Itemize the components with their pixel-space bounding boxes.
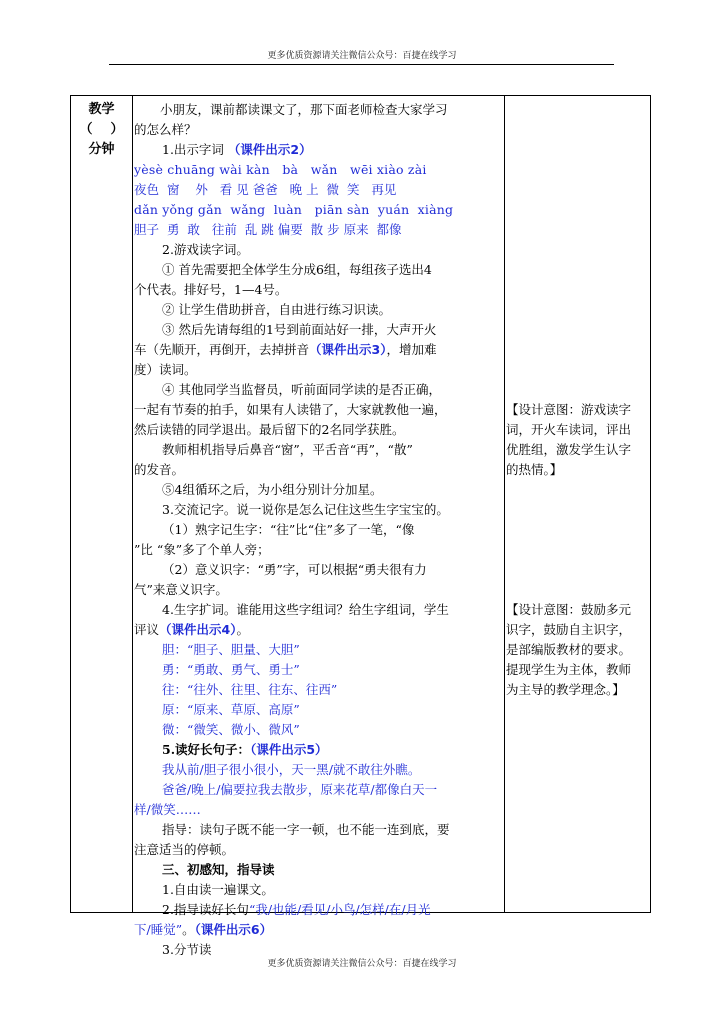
- content-line: [134, 620, 504, 640]
- header-divider: [109, 64, 614, 65]
- intent-line: 提现学生为主体，教师: [506, 662, 632, 677]
- content-line: ”比 “象”多了个单人旁；: [134, 542, 270, 557]
- pinyin-row: yèsè chuāng wài kàn bà wǎn wēi xiào zài: [134, 162, 427, 177]
- intent-line: 的热情。】: [506, 462, 563, 477]
- sentence-text: “我/也能/看见/小鸟/怎样/在/月光: [248, 902, 431, 917]
- content-line: [134, 920, 504, 940]
- content-line: 个代表。排好号，1—4号。: [134, 282, 288, 297]
- time-label-3: 分钟: [88, 142, 115, 157]
- content-line: [134, 140, 504, 160]
- content-line: ① 首先需要把全体学生分成6组，每组孩子选出4: [162, 262, 432, 277]
- content-text: 2.指导读好长句: [162, 902, 249, 917]
- lesson-content: [134, 100, 504, 960]
- design-intent-2: [506, 600, 652, 700]
- content-text: 。: [182, 922, 195, 937]
- content-line: 1.自由读一遍课文。: [162, 882, 274, 897]
- content-line: 一起有节奏的拍手，如果有人读错了，大家就教他一遍，: [134, 402, 447, 417]
- intent-line: 词，开火车读词，评出: [506, 422, 632, 437]
- content-line: 的发音。: [134, 462, 185, 477]
- content-text: 。: [236, 622, 249, 637]
- design-intent-1: [506, 400, 652, 480]
- intent-line: 为主导的教学理念。】: [506, 682, 625, 697]
- lesson-table: [70, 95, 651, 957]
- word-group: 原：“原来、草原、高原”: [162, 702, 300, 717]
- sentence-line: 爸爸/晚上/偏要拉我去散步，原来花草/都像白天一: [162, 782, 438, 797]
- content-text: 车（先顺开，再倒开，去掉拼音: [134, 342, 310, 357]
- content-line: ③ 然后先请每组的1号到前面站好一排，大声开火: [162, 322, 437, 337]
- intent-line: 是部编版教材的要求。: [506, 642, 632, 657]
- sentence-line: 我从前/胆子很小很小，天一黑/就不敢往外瞧。: [162, 762, 421, 777]
- word-group: 胆：“胆子、胆量、大胆”: [162, 642, 300, 657]
- sentence-text: 下/睡觉”: [134, 922, 183, 937]
- column-divider-1: [132, 96, 133, 912]
- content-line: ④ 其他同学当监督员，听前面同学读的是否正确，: [162, 382, 441, 397]
- content-line: 然后读错的同学退出。最后留下的2名同学获胜。: [134, 422, 405, 437]
- intent-line: 【设计意图：鼓励多元: [506, 602, 632, 617]
- content-line: [134, 340, 504, 360]
- column-divider-2: [504, 96, 505, 912]
- section-heading: 三、初感知，指导读: [162, 862, 275, 877]
- content-text: 评议: [134, 622, 160, 637]
- page-footer: 更多优质资源请关注微信公众号：百捷在线学习: [267, 959, 457, 969]
- courseware-tag: （课件出示2）: [227, 142, 312, 157]
- content-line: 3.分节读: [162, 942, 212, 957]
- content-line: [134, 740, 504, 760]
- word-row: 夜色 窗 外 看 见 爸爸 晚 上 微 笑 再见: [134, 182, 397, 197]
- word-group: 往：“往外、往里、往东、往西”: [162, 682, 338, 697]
- page-header: 更多优质资源请关注微信公众号：百捷在线学习: [267, 51, 457, 61]
- content-line: （1）熟字记生字：“往”比“住”多了一笔，“像: [162, 522, 415, 537]
- pinyin-row: dǎn yǒng gǎn wǎng luàn piān sàn yuán xiàng: [134, 202, 454, 217]
- content-line: 3.交流记字。说一说你是怎么记住这些生字宝宝的。: [162, 502, 449, 517]
- courseware-tag: （课件出示3）: [309, 342, 387, 357]
- sentence-line: 样/微笑……: [134, 802, 201, 817]
- content-line: 度）读词。: [134, 362, 197, 377]
- content-line: 注意适当的停顿。: [134, 842, 235, 857]
- content-line: [134, 900, 504, 920]
- time-cell: [71, 100, 132, 160]
- time-label-1: 教学: [88, 102, 115, 117]
- content-text: ，增加难: [386, 342, 437, 357]
- content-line: 小朋友，课前都读课文了，那下面老师检查大家学习: [160, 102, 448, 117]
- content-line: ② 让学生借助拼音，自由进行练习识读。: [162, 302, 391, 317]
- intent-line: 识字，鼓励自主识字，: [506, 622, 632, 637]
- content-line: （2）意义识字：“勇”字，可以根据“勇夫很有力: [162, 562, 427, 577]
- content-line: 2.游戏读字词。: [162, 242, 249, 257]
- word-row: 胆子 勇 敢 往前 乱 跳 偏要 散 步 原来 都像: [134, 222, 402, 237]
- courseware-tag: （课件出示4）: [159, 622, 237, 637]
- intent-line: 优胜组，激发学生认字: [506, 442, 632, 457]
- courseware-tag: （课件出示6）: [194, 922, 273, 937]
- intent-line: 【设计意图：游戏读字: [506, 402, 632, 417]
- word-group: 微：“微笑、微小、微风”: [162, 722, 300, 737]
- content-line: 指导：读句子既不能一字一顿，也不能一连到底，要: [162, 822, 450, 837]
- content-line: 的怎么样？: [134, 122, 197, 137]
- step-label: 1.出示字词: [162, 142, 228, 157]
- word-group: 勇：“勇敢、勇气、勇士”: [162, 662, 300, 677]
- content-line: 4.生字扩词。谁能用这些字组词？给生字组词，学生: [162, 602, 449, 617]
- content-line: 教师相机指导后鼻音“窗”，平舌音“再”，“散”: [162, 442, 413, 457]
- courseware-tag: （课件出示5）: [250, 742, 328, 757]
- content-line: ⑤4组循环之后，为小组分别计分加星。: [162, 482, 383, 497]
- time-label-2: （ ）: [79, 122, 124, 137]
- step-label: 5.读好长句子：: [162, 742, 251, 757]
- content-line: 气”来意义识字。: [134, 582, 228, 597]
